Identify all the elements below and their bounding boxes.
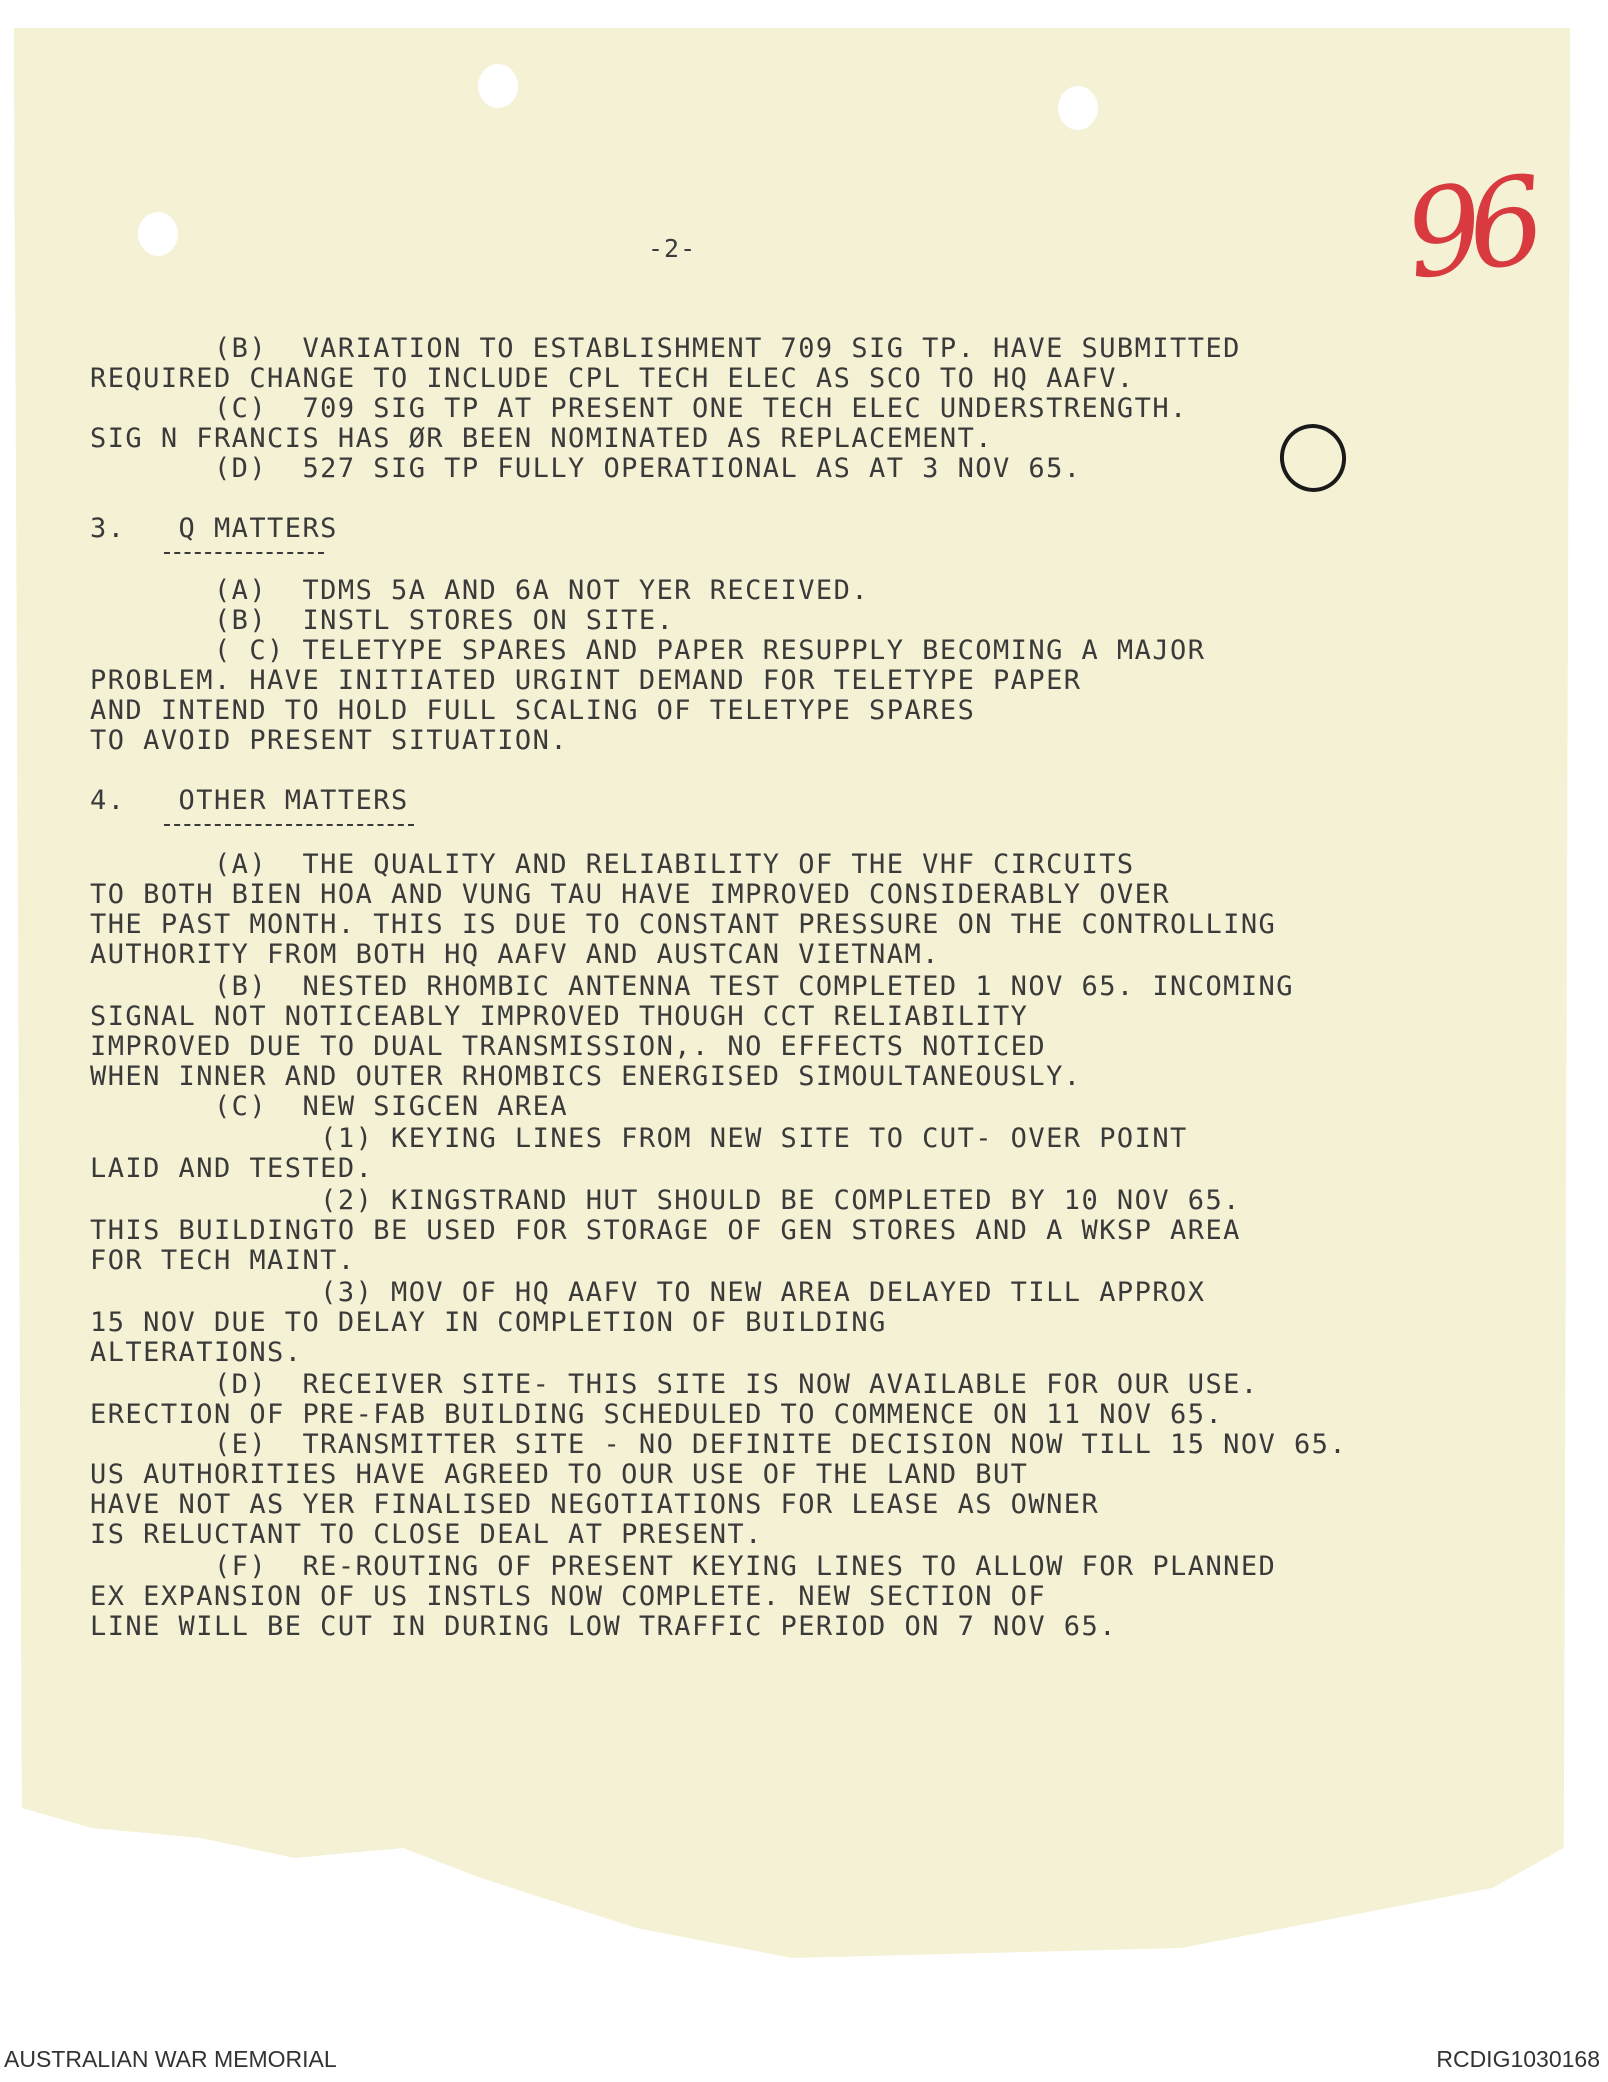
text-line: HAVE NOT AS YER FINALISED NEGOTIATIONS FOR LEASE AS OWNER bbox=[90, 1489, 1100, 1520]
text-line: (3) MOV OF HQ AAFV TO NEW AREA DELAYED TILL APPROX bbox=[90, 1277, 1206, 1308]
text-line: LAID AND TESTED. bbox=[90, 1153, 374, 1184]
text-line: (1) KEYING LINES FROM NEW SITE TO CUT- OVER POINT bbox=[90, 1123, 1188, 1154]
punch-hole-top-right bbox=[1058, 86, 1098, 130]
text-line: EX EXPANSION OF US INSTLS NOW COMPLETE. NEW SECTION OF bbox=[90, 1581, 1047, 1612]
footer-record-id: RCDIG1030168 bbox=[1436, 2046, 1600, 2072]
text-line: IMPROVED DUE TO DUAL TRANSMISSION,. NO EFFECTS NOTICED bbox=[90, 1031, 1047, 1062]
text-line: SIG N FRANCIS HAS ØR BEEN NOMINATED AS REPLACEMENT. bbox=[90, 423, 993, 454]
folio-number-handwritten: 96 bbox=[1396, 151, 1540, 308]
text-line: AUTHORITY FROM BOTH HQ AAFV AND AUSTCAN VIETNAM. bbox=[90, 939, 940, 970]
section-heading: 3. Q MATTERS bbox=[90, 513, 338, 544]
text-line: ERECTION OF PRE-FAB BUILDING SCHEDULED TO COMMENCE ON 11 NOV 65. bbox=[90, 1399, 1224, 1430]
text-line: REQUIRED CHANGE TO INCLUDE CPL TECH ELEC AS SCO TO HQ AAFV. bbox=[90, 363, 1135, 394]
punch-hole-top-left bbox=[478, 64, 518, 108]
text-line: (D) 527 SIG TP FULLY OPERATIONAL AS AT 3 NOV 65. bbox=[90, 453, 1082, 484]
text-line: WHEN INNER AND OUTER RHOMBICS ENERGISED SIMOULTANEOUSLY. bbox=[90, 1061, 1082, 1092]
text-line: TO BOTH BIEN HOA AND VUNG TAU HAVE IMPROVED CONSIDERABLY OVER bbox=[90, 879, 1171, 910]
text-line: ( C) TELETYPE SPARES AND PAPER RESUPPLY BECOMING A MAJOR bbox=[90, 635, 1206, 666]
text-line: (F) RE-ROUTING OF PRESENT KEYING LINES TO ALLOW FOR PLANNED bbox=[90, 1551, 1277, 1582]
text-line: (B) VARIATION TO ESTABLISHMENT 709 SIG TP. HAVE SUBMITTED bbox=[90, 333, 1241, 364]
text-line: (A) THE QUALITY AND RELIABILITY OF THE VHF CIRCUITS bbox=[90, 849, 1135, 880]
text-line: (B) INSTL STORES ON SITE. bbox=[90, 605, 675, 636]
text-line: THE PAST MONTH. THIS IS DUE TO CONSTANT PRESSURE ON THE CONTROLLING bbox=[90, 909, 1277, 940]
text-line: (E) TRANSMITTER SITE - NO DEFINITE DECISION NOW TILL 15 NOV 65. bbox=[90, 1429, 1348, 1460]
text-line: (D) RECEIVER SITE- THIS SITE IS NOW AVAILABLE FOR OUR USE. bbox=[90, 1369, 1259, 1400]
text-line: (B) NESTED RHOMBIC ANTENNA TEST COMPLETED 1 NOV 65. INCOMING bbox=[90, 971, 1294, 1002]
text-line: ALTERATIONS. bbox=[90, 1337, 303, 1368]
text-line: (C) 709 SIG TP AT PRESENT ONE TECH ELEC UNDERSTRENGTH. bbox=[90, 393, 1188, 424]
punch-hole-left bbox=[138, 212, 178, 256]
text-line: AND INTEND TO HOLD FULL SCALING OF TELETYPE SPARES bbox=[90, 695, 976, 726]
heading-underline bbox=[164, 824, 414, 826]
text-line: (2) KINGSTRAND HUT SHOULD BE COMPLETED BY 10 NOV 65. bbox=[90, 1185, 1241, 1216]
text-line: THIS BUILDINGTO BE USED FOR STORAGE OF GEN STORES AND A WKSP AREA bbox=[90, 1215, 1241, 1246]
heading-underline bbox=[164, 552, 324, 554]
text-line: SIGNAL NOT NOTICEABLY IMPROVED THOUGH CCT RELIABILITY bbox=[90, 1001, 1029, 1032]
section-heading: 4. OTHER MATTERS bbox=[90, 785, 409, 816]
text-line: TO AVOID PRESENT SITUATION. bbox=[90, 725, 569, 756]
page-number: -2- bbox=[648, 234, 697, 263]
text-line: US AUTHORITIES HAVE AGREED TO OUR USE OF THE LAND BUT bbox=[90, 1459, 1029, 1490]
text-line: LINE WILL BE CUT IN DURING LOW TRAFFIC PERIOD ON 7 NOV 65. bbox=[90, 1611, 1117, 1642]
text-line: (A) TDMS 5A AND 6A NOT YER RECEIVED. bbox=[90, 575, 870, 606]
text-line: (C) NEW SIGCEN AREA bbox=[90, 1091, 569, 1122]
text-line: 15 NOV DUE TO DELAY IN COMPLETION OF BUILDING bbox=[90, 1307, 887, 1338]
footer-archive-name: AUSTRALIAN WAR MEMORIAL bbox=[4, 2046, 337, 2072]
text-line: FOR TECH MAINT. bbox=[90, 1245, 356, 1276]
text-line: PROBLEM. HAVE INITIATED URGINT DEMAND FOR TELETYPE PAPER bbox=[90, 665, 1082, 696]
text-line: IS RELUCTANT TO CLOSE DEAL AT PRESENT. bbox=[90, 1519, 763, 1550]
